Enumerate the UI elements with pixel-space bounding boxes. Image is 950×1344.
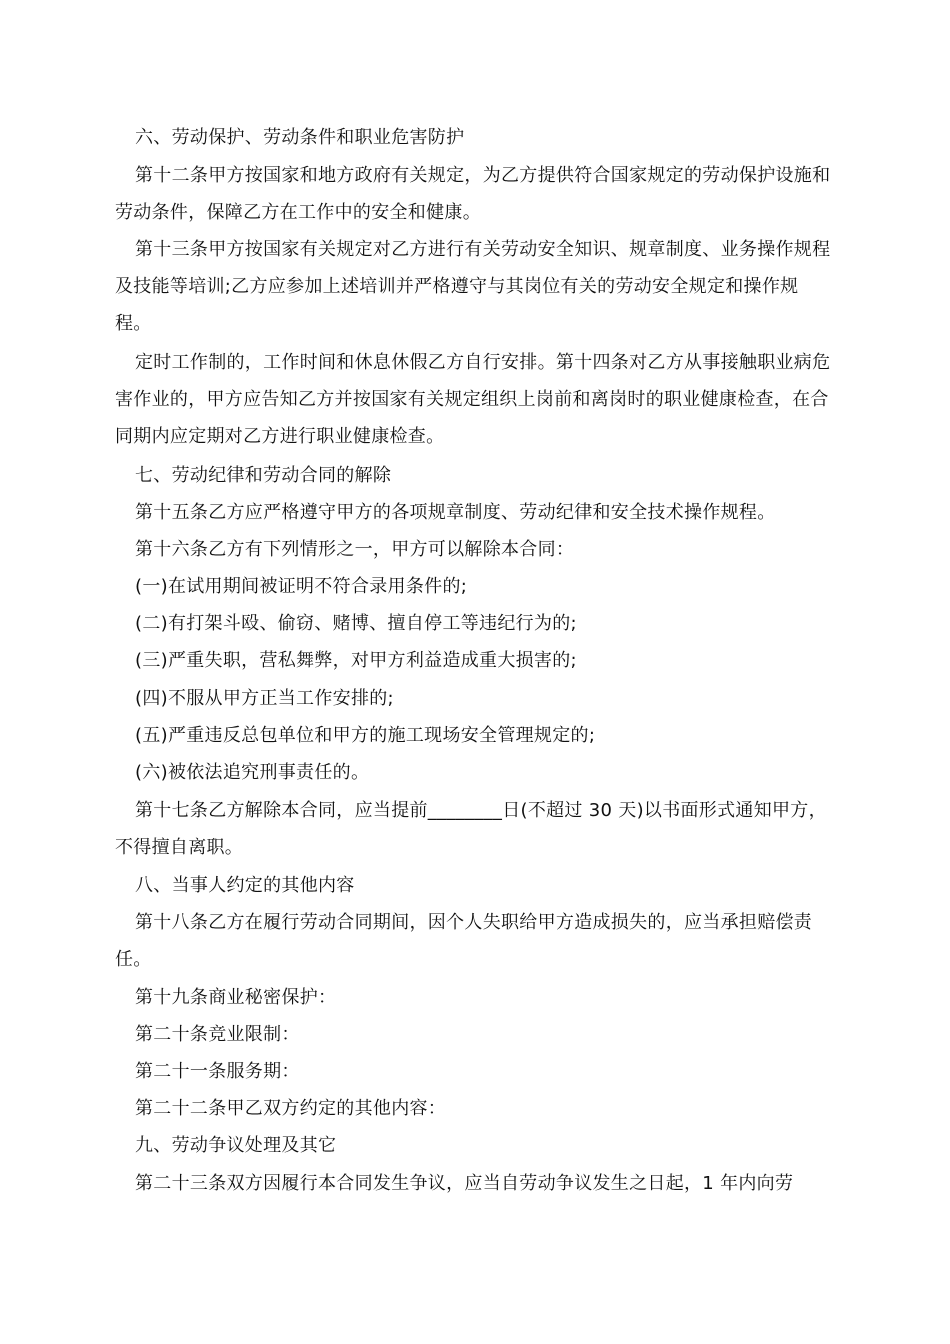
article-18: 第十八条乙方在履行劳动合同期间，因个人失职给甲方造成损失的，应当承担赔偿责任。 — [115, 912, 813, 970]
section-heading-7: 七、劳动纪律和劳动合同的解除 — [135, 465, 392, 486]
article-13: 第十三条甲方按国家有关规定对乙方进行有关劳动安全知识、规章制度、业务操作规程及技能等培训;乙方应参加上述培训并严格遵守与其岗位有关的劳动安全规定和操作规程。 — [115, 239, 831, 334]
article-19: 第十九条商业秘密保护： — [135, 987, 337, 1008]
section-heading-8: 八、当事人约定的其他内容 — [135, 875, 355, 896]
article-14: 定时工作制的，工作时间和休息休假乙方自行安排。第十四条对乙方从事接触职业病危害作业的，甲方应告知乙方并按国家有关规定组织上岗前和离岗时的职业健康检查，在合同期内应定期对乙方进行职业健康检查。 — [115, 352, 831, 447]
article-15: 第十五条乙方应严格遵守甲方的各项规章制度、劳动纪律和安全技术操作规程。 — [135, 502, 776, 523]
clause-item-5: (五)严重违反总包单位和甲方的施工现场安全管理规定的; — [135, 725, 596, 746]
clause-item-6: (六)被依法追究刑事责任的。 — [135, 762, 370, 783]
article-16: 第十六条乙方有下列情形之一，甲方可以解除本合同： — [135, 539, 575, 560]
article-21: 第二十一条服务期： — [135, 1061, 300, 1082]
clause-item-1: (一)在试用期间被证明不符合录用条件的; — [135, 576, 468, 597]
article-20: 第二十条竞业限制： — [135, 1024, 300, 1045]
clause-item-4: (四)不服从甲方正当工作安排的; — [135, 688, 394, 709]
article-17: 第十七条乙方解除本合同，应当提前________日(不超过 30 天)以书面形式通知甲方，不得擅自离职。 — [115, 800, 827, 858]
clause-item-3: (三)严重失职，营私舞弊，对甲方利益造成重大损害的; — [135, 650, 577, 671]
article-12: 第十二条甲方按国家和地方政府有关规定，为乙方提供符合国家规定的劳动保护设施和劳动条件，保障乙方在工作中的安全和健康。 — [115, 165, 831, 223]
section-heading-9: 九、劳动争议处理及其它 — [135, 1135, 337, 1156]
section-heading-6: 六、劳动保护、劳动条件和职业危害防护 — [135, 127, 465, 148]
clause-item-2: (二)有打架斗殴、偷窃、赌博、擅自停工等违纪行为的; — [135, 613, 577, 634]
article-22: 第二十二条甲乙双方约定的其他内容： — [135, 1098, 447, 1119]
article-23: 第二十三条双方因履行本合同发生争议，应当自劳动争议发生之日起，1 年内向劳 — [135, 1173, 794, 1194]
